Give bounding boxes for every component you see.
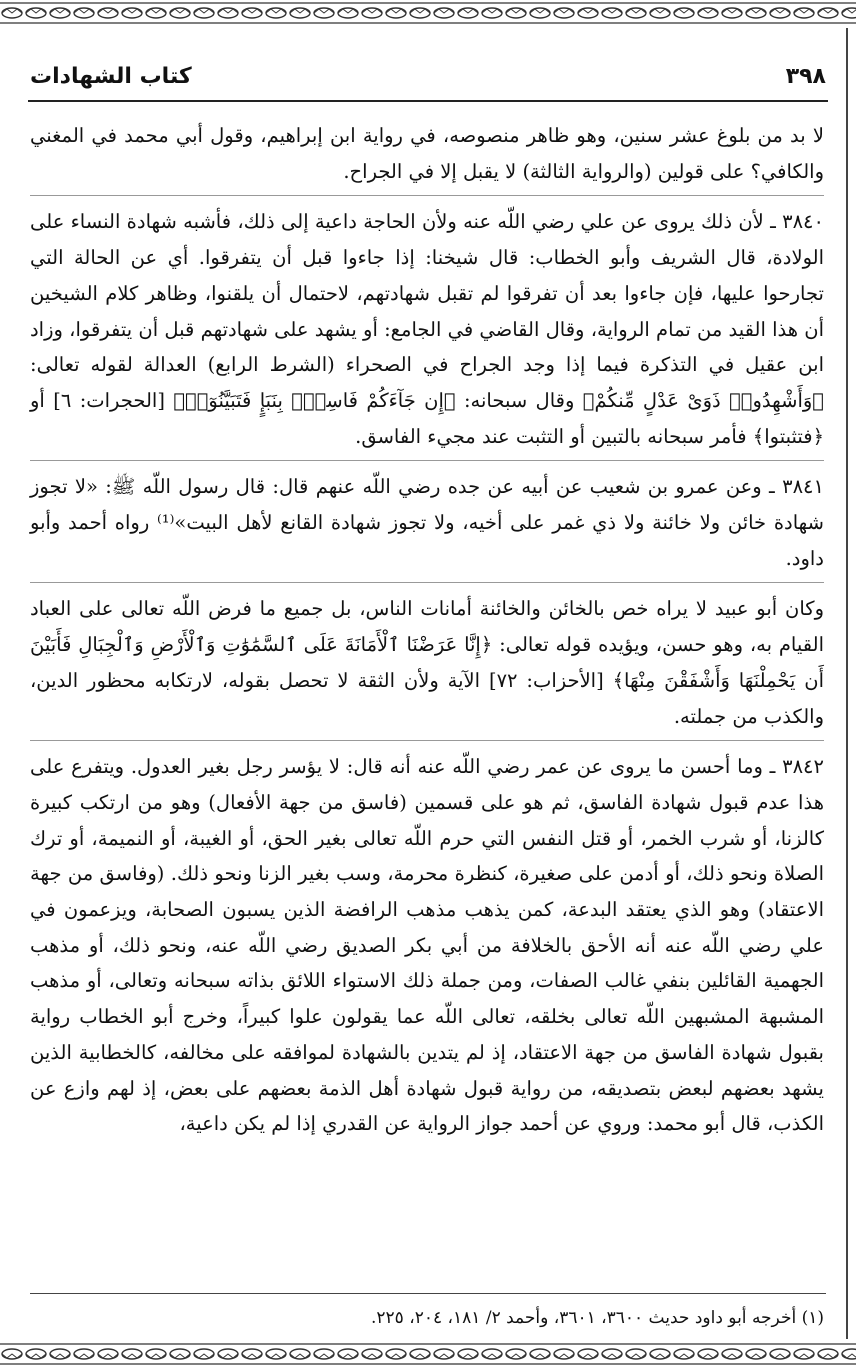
paragraph-separator	[30, 740, 824, 741]
paragraph-3842: ٣٨٤٢ ـ وما أحسن ما يروى عن عمر رضي اللّه عنه أنه قال: لا يؤسر رجل بغير العدول. ويتفرع على هذا عدم قبول شهادة الفاسق، ثم هو على قسمين (فاسق من جهة الأفعال) وهو من ارتكب كبيرة كالزنا، أو شرب الخمر، أو قتل النفس التي حرم اللّه تعالى بغير الحق، أو الغيبة، أو النميمة، أو ترك الصلاة ونحو ذلك، أو أدمن على صغيرة، كنظرة محرمة، وسب بغير الزنا ونحو ذلك. (وفاسق من جهة الاعتقاد) وهو الذي يعتقد البدعة، كمن يذهب مذهب الرافضة الذين يسبون الصحابة، ويزعمون في علي رضي اللّه عنه أنه الأحق بالخلافة من أبي بكر الصديق رضي اللّه عنه، ونحو ذلك، أو مذهب الجهمية القائلين بنفي غالب الصفات، ومن جملة ذلك الاستواء اللائق بذاته سبحانه وتعالى، أو مذهب المشبهة المشبهين اللّه تعالى بخلقه، تعالى اللّه عما يقولون علوا كبيراً، وخرج أبو الخطاب رواية بقبول شهادة الفاسق من جهة الاعتقاد، إذ لم يتدين بالشهادة لموافقه على مخالفه، كالخطابية الذين يشهد بعضهم لبعض بتصديقه، من رواية قبول شهادة أهل الذمة بعضهم على بعض، إذ لهم وازع عن الكذب، قال أبو محمد: وروي عن أحمد جواز الرواية عن القدري إذا لم يكن داعية،	[30, 755, 824, 1136]
paragraph-3840: ٣٨٤٠ ـ لأن ذلك يروى عن علي رضي اللّه عنه ولأن الحاجة داعية إلى ذلك، فأشبه شهادة النساء على الولادة، قال الشريف وأبو الخطاب: قال شيخنا: إذا جاءوا قبل أن يتفرقوا. أي عن الحالة التي تجارحوا عليها، فإن جاءوا بعد أن تفرقوا لم تقبل شهادتهم، لاحتمال أن يلقنوا، وظاهر كلام الشيخين أن هذا القيد من تمام الرواية، وقال القاضي في الجامع: أو يشهد على شهادتهم قبل أن يتفرقوا، وزاد ابن عقيل في التذكرة فيما إذا وجد الجراح في الصحراء (الشرط الرابع) العدالة لقوله تعالى: ﴿وَأَشْهِدُوا۟ ذَوَىْ عَدْلٍ مِّنكُمْ﴾ وقال سبحانه: ﴿إِن جَآءَكُمْ فَاسِقٌۢ بِنَبَإٍ فَتَبَيَّنُوٓا۟﴾ [الحجرات: ٦] أو ﴿فتثبتوا﴾ فأمر سبحانه بالتبين أو التثبت عند مجيء الفاسق.	[30, 210, 825, 448]
footnote: (١) أخرجه أبو داود حديث ٣٦٠٠، ٣٦٠١، وأحمد ٢/ ١٨١، ٢٠٤، ٢٢٥.	[371, 1308, 824, 1328]
paragraph-1: لا بد من بلوغ عشر سنين، وهو ظاهر منصوصه، في رواية ابن إبراهيم، وقول أبي محمد في المغني والكافي؟ على قولين (والرواية الثالثة) لا يقبل إلا في الجراح.	[30, 124, 824, 183]
paragraph-separator	[30, 195, 824, 196]
paragraph-3841: ٣٨٤١ ـ وعن عمرو بن شعيب عن أبيه عن جده رضي اللّه عنهم قال: قال رسول اللّه ﷺ: «لا تجوز شهادة خائن ولا خائنة ولا ذي غمر على أخيه، ولا تجوز شهادة القانع لأهل البيت»⁽¹⁾ رواه أحمد وأبو داود.	[30, 475, 825, 570]
main-text	[30, 118, 824, 1142]
paragraph-separator	[30, 460, 824, 461]
footnote-rule	[30, 1293, 826, 1294]
right-edge-line	[846, 28, 848, 1339]
page-header	[30, 58, 826, 94]
paragraph-separator	[30, 582, 824, 583]
decorative-border-top	[0, 0, 856, 26]
header-rule	[28, 100, 828, 102]
chapter-title: كتاب الشهادات	[30, 63, 192, 89]
page-number: ٣٩٨	[785, 63, 826, 89]
paragraph-abu-ubaid: وكان أبو عبيد لا يراه خص بالخائن والخائنة أمانات الناس، بل جميع ما فرض اللّه تعالى على العباد القيام به، وهو حسن، ويؤيده قوله تعالى: ﴿إِنَّا عَرَضْنَا ٱلْأَمَانَةَ عَلَى ٱلسَّمَٰوَٰتِ وَٱلْأَرْضِ وَٱلْجِبَالِ فَأَبَيْنَ أَن يَحْمِلْنَهَا وَأَشْفَقْنَ مِنْهَا﴾ [الأحزاب: ٧٢] الآية ولأن الثقة لا تحصل بقوله، لارتكابه محظور الدين، والكذب من جملته.	[30, 597, 824, 728]
decorative-border-bottom	[0, 1341, 856, 1367]
